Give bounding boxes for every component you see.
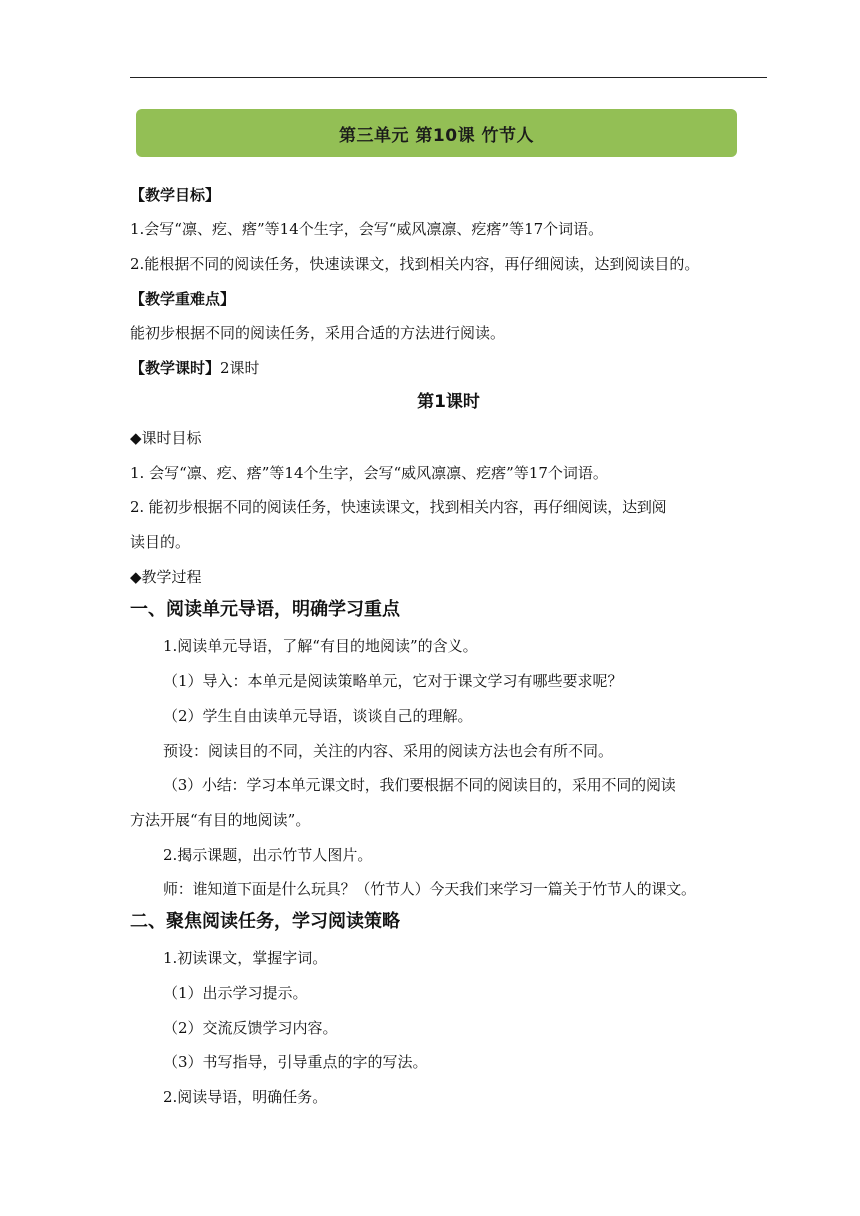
goal-item-2-cont: 读目的。 — [130, 533, 191, 551]
section2-line-2: （1）出示学习提示。 — [163, 984, 308, 1002]
section1-line-5: （3）小结：学习本单元课文时，我们要根据不同的阅读目的，采用不同的阅读 — [163, 776, 676, 794]
key-points-text: 能初步根据不同的阅读任务，采用合适的方法进行阅读。 — [130, 324, 506, 342]
goals-heading: ◆课时目标 — [130, 429, 202, 447]
section1-line-7: 2.揭示课题，出示竹节人图片。 — [163, 846, 373, 864]
key-points-heading: 【教学重难点】 — [130, 290, 236, 308]
class-hours-value: 2课时 — [220, 359, 260, 377]
section1-line-8: 师：谁知道下面是什么玩具？（竹节人）今天我们来学习一篇关于竹节人的课文。 — [163, 880, 696, 898]
section2-line-1: 1.初读课文，掌握字词。 — [163, 949, 328, 967]
section1-heading: 一、阅读单元导语，明确学习重点 — [130, 599, 400, 620]
header-rule — [130, 77, 767, 78]
objective-item-1: 1.会写“凛、疙、瘩”等14个生字，会写“威风凛凛、疙瘩”等17个词语。 — [130, 220, 604, 238]
section1-line-1: 1.阅读单元导语，了解“有目的地阅读”的含义。 — [163, 637, 478, 655]
section2-line-3: （2）交流反馈学习内容。 — [163, 1019, 338, 1037]
section1-line-2: （1）导入：本单元是阅读策略单元，它对于课文学习有哪些要求呢？ — [163, 672, 623, 690]
section2-line-5: 2.阅读导语，明确任务。 — [163, 1088, 328, 1106]
section2-line-4: （3）书写指导，引导重点的字的写法。 — [163, 1053, 428, 1071]
lesson1-title: 第1课时 — [417, 392, 480, 412]
lesson-title-banner — [136, 109, 737, 157]
class-hours-heading: 【教学课时】 — [130, 359, 221, 377]
section1-line-4: 预设：阅读目的不同，关注的内容、采用的阅读方法也会有所不同。 — [163, 742, 614, 760]
goal-item-1: 1. 会写“凛、疙、瘩”等14个生字，会写“威风凛凛、疙瘩”等17个词语。 — [130, 464, 608, 482]
objectives-heading: 【教学目标】 — [130, 186, 221, 204]
lesson-title: 第三单元 第10课 竹节人 — [339, 125, 534, 146]
section1-line-3: （2）学生自由读单元导语，谈谈自己的理解。 — [163, 707, 473, 725]
process-heading: ◆教学过程 — [130, 568, 202, 586]
objective-item-2: 2.能根据不同的阅读任务，快速读课文，找到相关内容，再仔细阅读，达到阅读目的。 — [130, 255, 700, 273]
goal-item-2: 2. 能初步根据不同的阅读任务，快速读课文，找到相关内容，再仔细阅读，达到阅 — [130, 498, 667, 516]
section1-line-6: 方法开展“有目的地阅读”。 — [130, 811, 311, 829]
section2-heading: 二、聚焦阅读任务，学习阅读策略 — [130, 911, 400, 932]
class-hours — [130, 358, 260, 378]
